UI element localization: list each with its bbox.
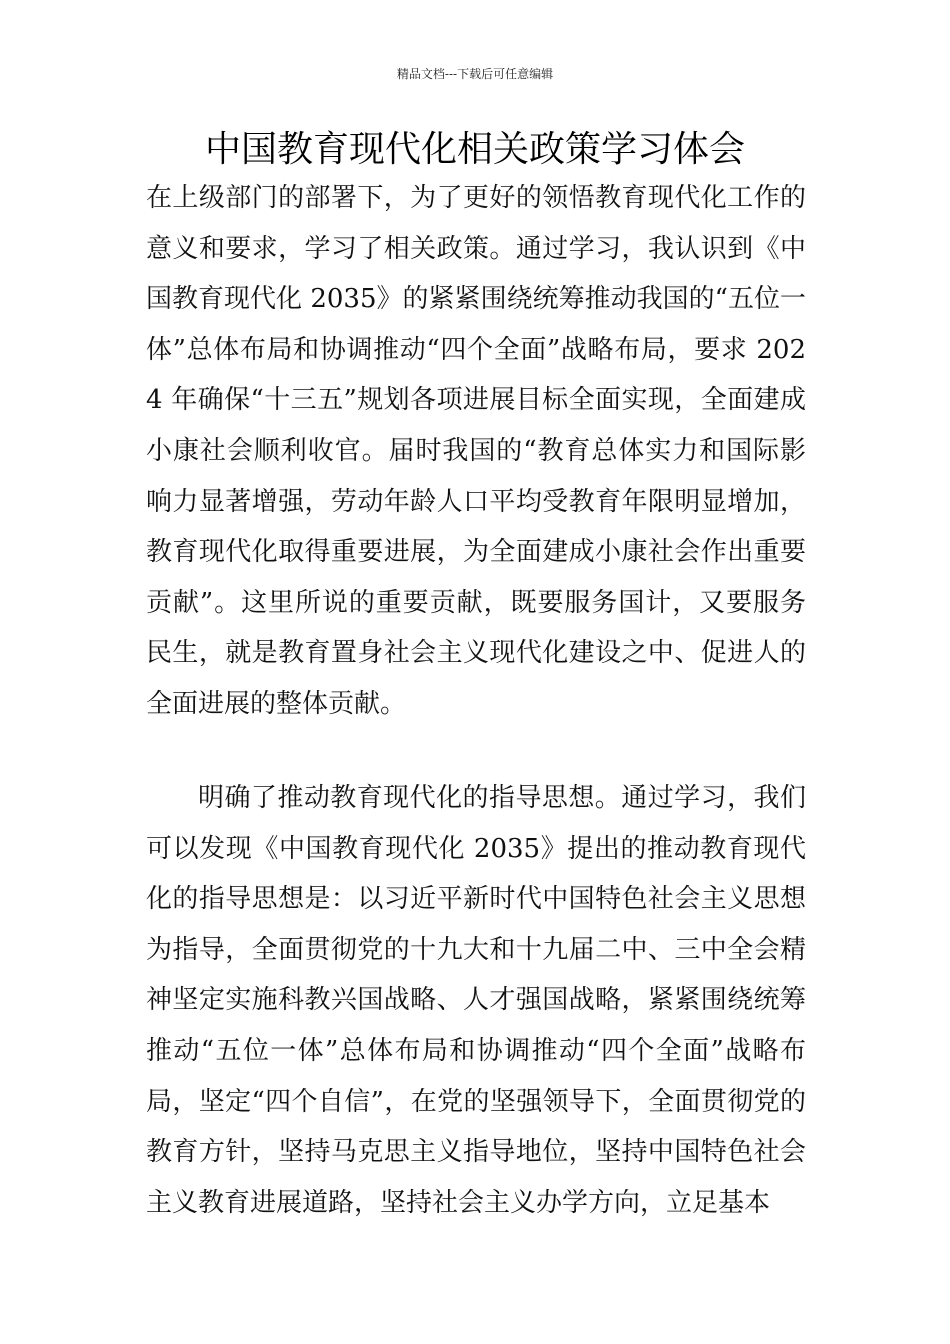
document-title: 中国教育现代化相关政策学习体会 — [204, 129, 745, 170]
page-header-note: 精品文档---下载后可任意编辑 — [396, 67, 554, 81]
paragraph-1: 在上级部门的部署下，为了更好的领悟教育现代化工作的意义和要求，学习了相关政策。通过学习，我认识到《中国教育现代化 2035》的紧紧围绕统筹推动我国的“五位一体”总体布局和协调推动“四个全面”战略布局，要求 2024 年确保“十三五”规划各项进展目标全面实现，全面建成小康社会顺利收官。届时我国的“教育总体实力和国际影响力显著增强，劳动年龄人口平均受教育年限明显增加，教育现代化取得重要进展，为全面建成小康社会作出重要贡献”。这里所说的重要贡献，既要服务国计，又要服务民生，就是教育置身社会主义现代化建设之中、促进人的全面进展的整体贡献。 — [146, 183, 806, 719]
paragraph-2: 明确了推动教育现代化的指导思想。通过学习，我们可以发现《中国教育现代化 2035》提出的推动教育现代化的指导思想是：以习近平新时代中国特色社会主义思想为指导，全面贯彻党的十九大和十九届二中、三中全会精神坚定实施科教兴国战略、人才强国战略，紧紧围绕统筹推动“五位一体”总体布局和协调推动“四个全面”战略布局，坚定“四个自信”，在党的坚强领导下，全面贯彻党的教育方针，坚持马克思主义指导地位，坚持中国特色社会主义教育进展道路，坚持社会主义办学方向，立足基本 — [146, 783, 806, 1218]
